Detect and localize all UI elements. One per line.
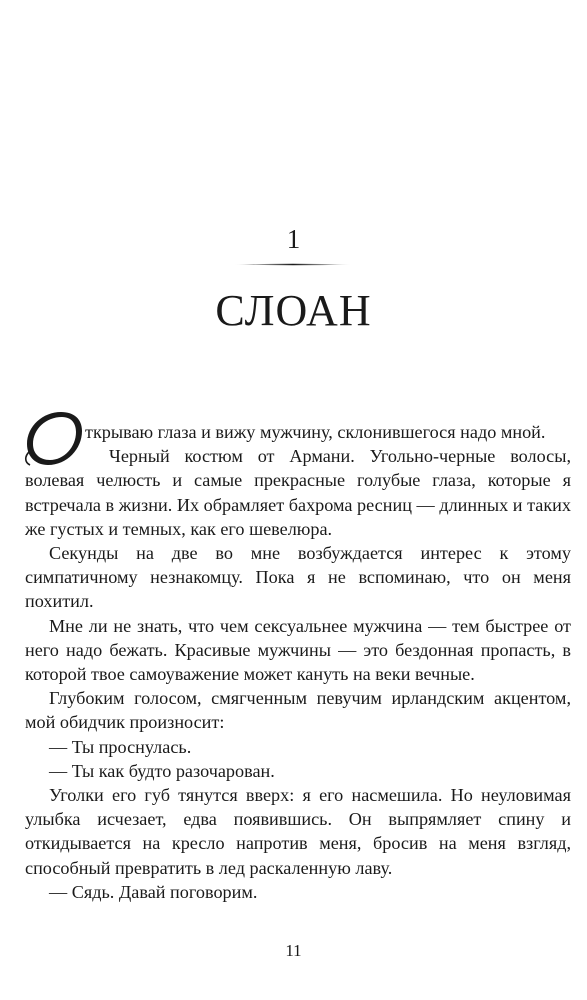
paragraph-2: Черный костюм от Армани. Угольно-черные волосы, волевая челюсть и самые прекрасные голубые глаза, которые я встречала в жизни. Их обрамляет бахрома ресниц — длинных и таких же густых и темных, как его шевелюра. <box>25 446 571 539</box>
chapter-divider-ornament <box>234 263 352 266</box>
chapter-body <box>25 420 571 904</box>
drop-cap-glyph <box>21 408 87 468</box>
chapter-number: 1 <box>286 224 301 254</box>
paragraph-text: ткрываю глаза и вижу мужчину, склонившегося надо мной. <box>85 422 546 442</box>
dialogue-line-2: — Ты как будто разочарован. <box>49 760 275 781</box>
paragraph-6: Уголки его губ тянутся вверх: я его насмешила. Но неуловимая улыбка исчезает, едва появившись. Он выпрямляет спину и откидывается на кресло напротив меня, бросив на меня взгляд, способный превратить в лед раскаленную лаву. <box>25 785 571 878</box>
dialogue-line-3: — Сядь. Давай поговорим. <box>49 881 258 902</box>
paragraph-1 <box>25 420 571 444</box>
page-number: 11 <box>285 941 302 960</box>
paragraph-4: Мне ли не знать, что чем сексуальнее мужчина — тем быстрее от него надо бежать. Красивые мужчины — это бездонная пропасть, в которой твое самоуважение может кануть на веки вечные. <box>25 615 571 685</box>
dialogue-line-1: — Ты проснулась. <box>49 736 192 757</box>
drop-cap <box>25 414 83 462</box>
paragraph-3: Секунды на две во мне возбуждается интерес к этому симпатичному незнакомцу. Пока я не вспоминаю, что он меня похитил. <box>25 543 571 612</box>
chapter-title: СЛОАН <box>215 286 372 335</box>
paragraph-5: Глубоким голосом, смягченным певучим ирландским акцентом, мой обидчик произносит: <box>25 688 571 733</box>
